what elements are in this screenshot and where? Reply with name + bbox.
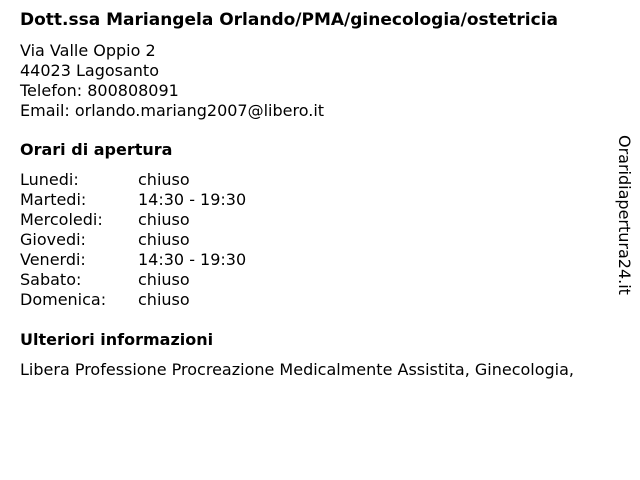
day-hours: 14:30 - 19:30 xyxy=(138,250,247,269)
additional-info-heading: Ulteriori informazioni xyxy=(20,330,214,349)
day-hours: 14:30 - 19:30 xyxy=(138,190,247,209)
city-address: 44023 Lagosanto xyxy=(20,61,159,80)
day-label: Giovedi: xyxy=(20,230,86,249)
day-hours: chiuso xyxy=(138,210,190,229)
contact-block xyxy=(20,41,620,121)
street-address: Via Valle Oppio 2 xyxy=(20,41,156,60)
day-label: Venerdi: xyxy=(20,250,86,269)
main-content xyxy=(20,10,620,380)
site-watermark: Oraridiapertura24.it xyxy=(615,135,634,295)
hours-row-wednesday xyxy=(20,210,620,230)
additional-info-text: Libera Professione Procreazione Medicalmente Assistita, Ginecologia, xyxy=(20,360,574,379)
day-hours: chiuso xyxy=(138,290,190,309)
opening-hours-heading: Orari di apertura xyxy=(20,140,173,159)
page-title: Dott.ssa Mariangela Orlando/PMA/ginecologia/ostetricia xyxy=(20,10,558,30)
day-hours: chiuso xyxy=(138,170,190,189)
day-label: Mercoledi: xyxy=(20,210,103,229)
hours-row-thursday xyxy=(20,230,620,250)
hours-row-monday xyxy=(20,170,620,190)
day-label: Sabato: xyxy=(20,270,82,289)
email-address: Email: orlando.mariang2007@libero.it xyxy=(20,101,325,120)
hours-row-sunday xyxy=(20,290,620,310)
hours-row-friday xyxy=(20,250,620,270)
day-label: Martedi: xyxy=(20,190,87,209)
phone-number: Telefon: 800808091 xyxy=(20,81,179,100)
day-hours: chiuso xyxy=(138,230,190,249)
day-label: Domenica: xyxy=(20,290,107,309)
day-label: Lunedi: xyxy=(20,170,79,189)
day-hours: chiuso xyxy=(138,270,190,289)
opening-hours-table xyxy=(20,170,620,310)
hours-row-tuesday xyxy=(20,190,620,210)
hours-row-saturday xyxy=(20,270,620,290)
